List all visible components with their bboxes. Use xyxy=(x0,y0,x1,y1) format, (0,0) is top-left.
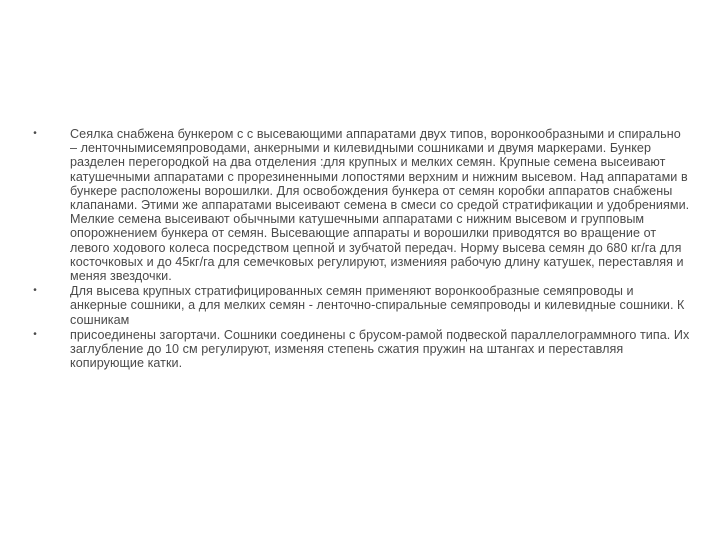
bullet-icon: • xyxy=(33,328,37,340)
bullet-text: Сеялка снабжена бункером с с высевающими аппаратами двух типов, воронкообразными и спирально – ленточнымисемяпроводами, анкерными и килевидными сошниками и двумя маркерами. Бункер разделен перегородкой на два отделения :для крупных и мелких семян. Крупные семена высеивают катушечными аппаратами с прорезиненными лопостями верхним и нижним высевом. Над аппаратами в бункере расположены ворошилки. Для освобождения бункера от семян коробки аппаратов снабжены клапанами. Этими же аппаратами высеивают семена в смеси со средой стратификации и удобрениями. Мелкие семена высеивают обычными катушечными аппаратами с нижним высевом и групповым опорожнением бункера от семян. Высевающие аппараты и ворошилки приводятся во вращение от левого ходового колеса посредством цепной и зубчатой передач. Норму высева семян до 680 кг/га для косточковых и до 45кг/га для семечковых регулируют, изменияя рабочую длину катушек, переставляя и меняя звездочки. xyxy=(70,127,690,284)
bullet-list xyxy=(30,127,690,370)
bullet-icon: • xyxy=(33,285,37,297)
bullet-text: Для высева крупных стратифицированных семян применяют воронкообразные семяпроводы и анкерные сошники, а для мелких семян - ленточно-спиральные семяпроводы и килевидные сошники. К сошникам xyxy=(70,284,685,327)
bullet-item-2 xyxy=(30,284,690,327)
bullet-icon: • xyxy=(33,128,37,139)
bullet-text: присоединены загортачи. Сошники соединены с брусом-рамой подвеской параллелограммного типа. Их заглубление до 10 см регулируют, изменяя степень сжатия пружин на штангах и переставляя копирующие катки. xyxy=(70,327,690,371)
bullet-item-1 xyxy=(30,127,690,283)
bullet-item-3 xyxy=(30,328,690,371)
